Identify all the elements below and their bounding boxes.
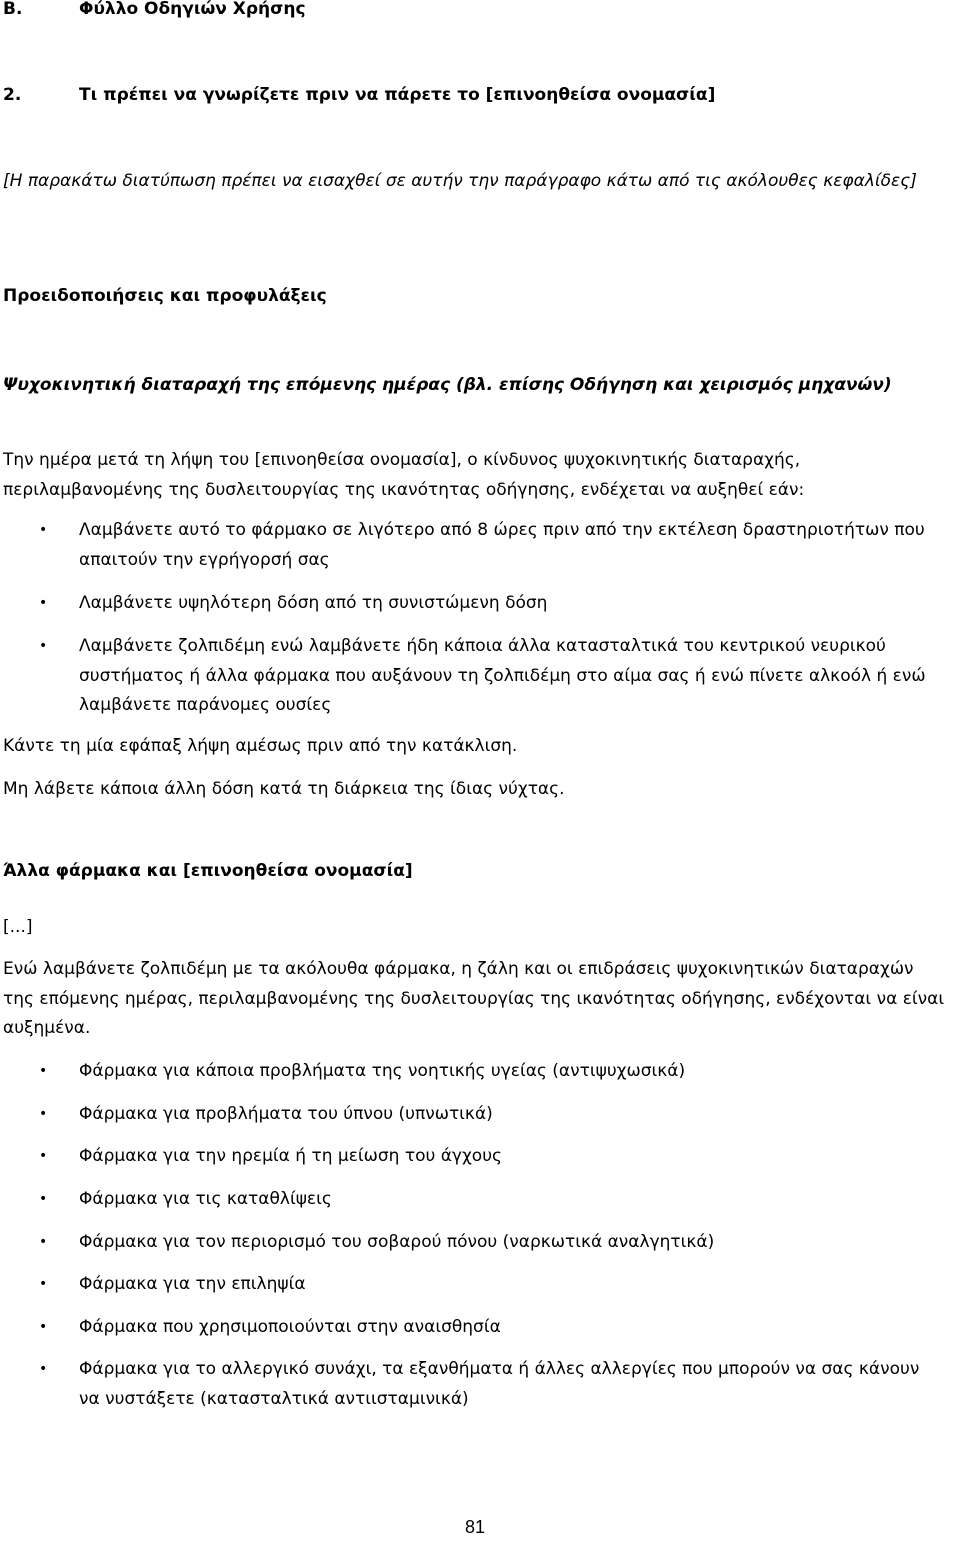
instruction-note: [Η παρακάτω διατύπωση πρέπει να εισαχθεί σε αυτήν την παράγραφο κάτω από τις ακόλουθες κεφαλίδες] xyxy=(3,171,917,191)
psychomotor-intro: Την ημέρα μετά τη λήψη του [επινοηθείσα ονομασία], ο κίνδυνος ψυχοκινητικής διαταραχής, περιλαμβανομένης της δυσλειτουργίας της ικανότητας οδήγησης, ενδέχεται να αυξηθεί εάν: xyxy=(3,450,805,500)
section-2-title: Τι πρέπει να γνωρίζετε πριν να πάρετε το [επινοηθείσα ονομασία] xyxy=(79,85,716,105)
medicine-item-text: Φάρμακα για το αλλεργικό συνάχι, τα εξανθήματα ή άλλες αλλεργίες που μπορούν να σας κάνουν να νυστάξετε (κατασταλτικά αντιισταμινικά) xyxy=(79,1359,920,1409)
bullet-icon: • xyxy=(39,595,48,611)
psychomotor-heading-title: Ψυχοκινητική διαταραχή της επόμενης ημέρας xyxy=(3,375,451,395)
risk-item-text: Λαμβάνετε αυτό το φάρμακο σε λιγότερο από 8 ώρες πριν από την εκτέλεση δραστηριοτήτων που απαιτούν την εγρήγορσή σας xyxy=(79,520,925,570)
bullet-icon: • xyxy=(39,1361,48,1377)
no-other-dose-text: Μη λάβετε κάποια άλλη δόση κατά τη διάρκεια της ίδιας νύχτας. xyxy=(3,779,565,799)
medicine-item-text: Φάρμακα για τον περιορισμό του σοβαρού πόνου (ναρκωτικά αναλγητικά) xyxy=(79,1232,715,1252)
other-medicines-intro: Ενώ λαμβάνετε ζολπιδέμη με τα ακόλουθα φάρμακα, η ζάλη και οι επιδράσεις ψυχοκινητικών διαταραχών της επόμενης ημέρας, περιλαμβανομένης της δυσλειτουργίας της ικανότητας οδήγησης, ενδέχονται να είναι αυξημένα. xyxy=(3,959,945,1038)
page-number: 81 xyxy=(465,1517,486,1537)
ellipsis-marker: [...] xyxy=(3,917,33,937)
other-medicines-heading: Άλλα φάρμακα και [επινοηθείσα ονομασία] xyxy=(3,861,413,881)
psychomotor-heading xyxy=(3,371,948,401)
bullet-icon: • xyxy=(39,522,48,538)
medicine-item-text: Φάρμακα που χρησιμοποιούνται στην αναισθησία xyxy=(79,1317,501,1337)
medicine-item-text: Φάρμακα για την επιληψία xyxy=(79,1274,306,1294)
medicine-item-text: Φάρμακα για προβλήματα του ύπνου (υπνωτικά) xyxy=(79,1104,493,1124)
medicine-item-text: Φάρμακα για τις καταθλίψεις xyxy=(79,1189,332,1209)
bullet-icon: • xyxy=(39,1063,48,1079)
bullet-icon: • xyxy=(39,1191,48,1207)
section-b-number: B. xyxy=(3,0,23,19)
medicine-item-text: Φάρμακα για κάποια προβλήματα της νοητικής υγείας (αντιψυχωσικά) xyxy=(79,1061,686,1081)
bullet-icon: • xyxy=(39,1319,48,1335)
bullet-icon: • xyxy=(39,1106,48,1122)
risk-item-text: Λαμβάνετε ζολπιδέμη ενώ λαμβάνετε ήδη κάποια άλλα κατασταλτικά του κεντρικού νευρικού συστήματος ή άλλα φάρμακα που αυξάνουν τη ζολπιδέμη στο αίμα σας ή ενώ πίνετε αλκοόλ ή ενώ λαμβάνετε παράνομες ουσίες xyxy=(79,636,926,715)
section-2-heading xyxy=(3,80,715,110)
bullet-icon: • xyxy=(39,638,48,654)
psychomotor-heading-ref: (βλ. επίσης Οδήγηση και χειρισμός μηχανών) xyxy=(455,375,892,395)
section-b-heading xyxy=(3,0,306,24)
bullet-icon: • xyxy=(39,1148,48,1164)
section-2-number: 2. xyxy=(3,85,22,105)
bullet-icon: • xyxy=(39,1234,48,1250)
bullet-icon: • xyxy=(39,1276,48,1292)
risk-item-text: Λαμβάνετε υψηλότερη δόση από τη συνιστώμενη δόση xyxy=(79,593,548,613)
section-b-title: Φύλλο Οδηγιών Χρήσης xyxy=(79,0,306,19)
medicine-item-text: Φάρμακα για την ηρεμία ή τη μείωση του άγχους xyxy=(79,1146,503,1166)
single-dose-text: Κάντε τη μία εφάπαξ λήψη αμέσως πριν από την κατάκλιση. xyxy=(3,736,518,756)
warnings-heading: Προειδοποιήσεις και προφυλάξεις xyxy=(3,286,327,306)
